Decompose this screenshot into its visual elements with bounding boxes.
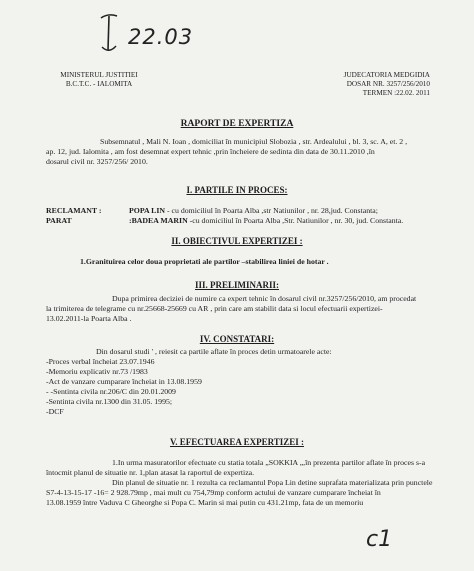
execution-line: S7-4-13-15-17 -16= 2 928.79mp , mai mult cu 754,79mp conform actului de vanzare cumparare încheiat în [46,488,381,497]
header-left [44,71,154,89]
section-heading-objective: II. OBIECTIVUL EXPERTIZEI : [171,236,303,246]
section-heading-execution: V. EFECTUAREA EXPERTIZEI : [169,437,305,447]
section-heading-preliminaries: III. PRELIMINARII: [194,280,279,290]
execution-line: întocmit planul de situatie nr. 1,plan atasat la raportul de expertiza. [46,468,255,477]
execution-paragraph [46,458,466,508]
intro-line: ap. 12, jud. Ialomita , am fost desemnat expert tehnic ,prin încheiere de sedinta din data de 30.11.2010 ,în [46,147,375,156]
document-list-item: -Sentinta civila nr.1300 din 31.05. 1995; [46,397,173,406]
intro-paragraph [46,137,446,167]
document-list-item: -Memoriu explicativ nr.73 /1983 [46,367,148,376]
handwritten-date: 22.03 [128,25,194,49]
document-list-item: -Proces verbal încheiat 23.07.1946 [46,357,155,366]
execution-line: Din planul de situatie nr. 1 rezulta ca reclamantul Popa Lin detine suprafata materializata prin punctele [112,478,433,487]
term-date: TERMEN :22.02. 2011 [362,89,430,97]
handwritten-t-mark [99,12,119,54]
section-heading-parties: I. PARTILE IN PROCES: [186,185,288,195]
reclamant-name: POPA LIN [129,206,166,215]
preliminaries-line: Dupa primirea deciziei de numire ca expert tehnic în dosarul civil nr.3257/256/2010, am procedat [112,294,417,303]
handwritten-page-mark: c1 [366,527,393,552]
reclamant-label: RECLAMANT : [46,206,102,215]
intro-line: dosarul civil nr. 3257/256/ 2010. [46,157,148,166]
execution-line: 1.In urma masuratorilor efectuate cu statia totala „SOKKIA „,în prezenta partilor aflate în proces s-a [112,458,426,467]
findings-block [46,347,466,417]
parat-name: :BADEA MARIN [129,216,188,225]
preliminaries-line: 13.02.2011-la Poarta Alba . [46,314,132,323]
preliminaries-paragraph [46,294,466,324]
preliminaries-line: la trimiterea de telegrame cu nr.25668-25669 cu AR , prin care am stabilit data si locul efectuarii expertizei- [46,304,383,313]
reclamant-row [46,206,466,216]
section-heading-findings: IV. CONSTATARI: [199,334,275,344]
parat-address: -cu domiciliul în Poarta Alba ,Str. Natiunilor , nr. 30, jud. Constanta. [187,216,404,225]
ministry-line: MINISTERUL JUSTITIEI [60,71,138,79]
header-right [270,71,430,98]
objective-item: 1.Granituirea celor doua proprietati ale partilor –stabilirea liniei de hotar . [80,257,329,266]
page-title: RAPORT DE EXPERTIZA [180,119,294,129]
document-list-item: -Act de vanzare cumparare încheiat in 13.08.1959 [46,377,202,386]
intro-line: Subsemnatul , Mali N. Ioan , domiciliat în municipiul Slobozia , str. Ardealului , bl. 3, sc. A, et. 2 , [100,137,408,146]
document-list-item: - -Sentinta civila nr.206/C din 20.01.2009 [46,387,176,396]
office-line: B.C.T.C. - IALOMITA [65,80,133,88]
reclamant-address: - cu domiciliul în Poarta Alba ,str Natiunilor , nr. 28,jud. Constanta; [165,206,378,215]
execution-line: 13.08.1959 între Vaduva C Gheorghe si Popa C. Marin si mai putin cu 431.21mp, fata de un memoriu [46,498,364,507]
court-line: JUDECATORIA MEDGIDIA [343,71,430,79]
document-list-item: -DCF [46,407,64,416]
parat-row [46,216,466,226]
findings-intro: Din dosarul studi ' , reiesit ca partile aflate în proces detin urmatoarele acte: [96,347,332,356]
case-number: DOSAR NR. 3257/256/2010 [346,80,430,88]
parties-block [46,206,466,226]
parat-label: PARAT [46,216,72,225]
